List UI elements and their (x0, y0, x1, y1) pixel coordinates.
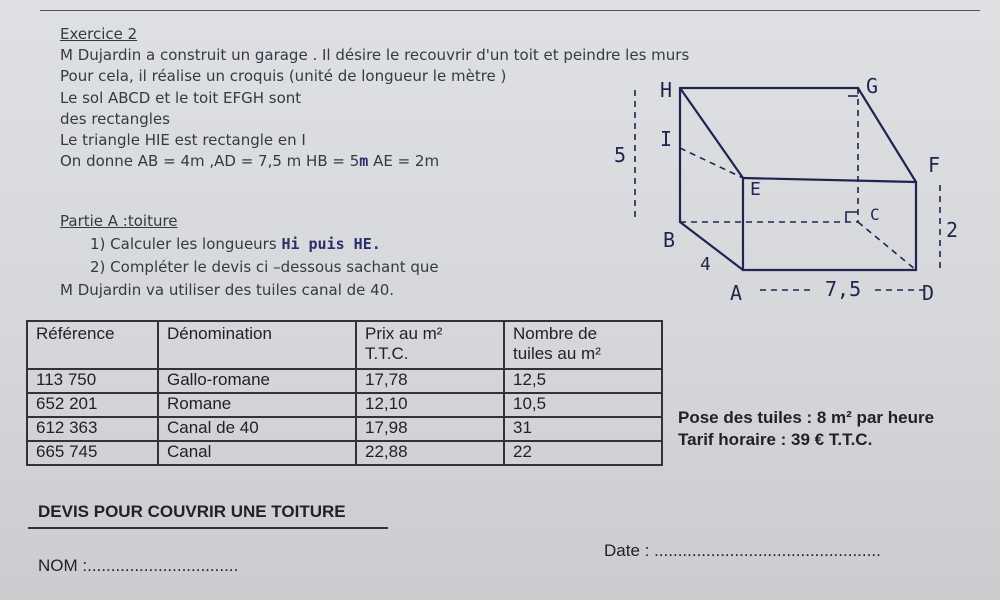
cell-price: 17,98 (356, 417, 504, 441)
table-row (27, 441, 662, 465)
quote-title-underline (28, 527, 388, 529)
cell-denom: Canal (158, 441, 356, 465)
label-e: E (750, 179, 761, 200)
edge-gf (858, 88, 916, 182)
label-i: I (660, 127, 673, 151)
dim-ab: 4 (700, 254, 711, 275)
dim-hb: 5 (614, 143, 627, 167)
statement-line-5: Le triangle HIE est rectangle en I (60, 131, 306, 150)
table-row (27, 417, 662, 441)
garage-sketch (600, 60, 980, 310)
edge-he (680, 88, 743, 178)
label-h: H (660, 78, 673, 102)
header-price: Prix au m² T.T.C. (356, 321, 504, 369)
hidden-edge-cd (858, 222, 916, 270)
cell-ref: 113 750 (27, 369, 158, 393)
question-1: 1) Calculer les longueurs Hi puis HE. (90, 235, 381, 253)
label-b: B (663, 228, 676, 252)
cell-ref: 665 745 (27, 441, 158, 465)
part-a (60, 210, 439, 302)
label-a: A (730, 281, 743, 305)
cell-price: 17,78 (356, 369, 504, 393)
tile-laying-rate: Pose des tuiles : 8 m² par heure (678, 408, 935, 427)
handwritten-unit: m (359, 152, 369, 171)
label-f: F (928, 153, 941, 177)
statement-line-1: M Dujardin a construit un garage . Il désire le recouvrir d'un toit et peindre les murs (60, 46, 690, 65)
hourly-rate: Tarif horaire : 39 € T.T.C. (678, 430, 873, 449)
table-row (27, 393, 662, 417)
cell-price: 12,10 (356, 393, 504, 417)
cell-denom: Gallo-romane (158, 369, 356, 393)
cell-count: 22 (504, 441, 662, 465)
name-field[interactable]: NOM :................................ (38, 556, 239, 575)
question-3: M Dujardin va utiliser des tuiles canal de 40. (60, 281, 395, 299)
question-2: 2) Compléter le devis ci –dessous sachant que (90, 258, 439, 276)
dim-ad: 7,5 (825, 277, 862, 301)
cell-ref: 652 201 (27, 393, 158, 417)
cell-count: 10,5 (504, 393, 662, 417)
edge-ef (743, 178, 916, 182)
statement-line-3: Le sol ABCD et le toit EFGH sont (60, 88, 302, 107)
cell-denom: Canal de 40 (158, 417, 356, 441)
header-tile-count: Nombre de tuiles au m² (504, 321, 662, 369)
handwritten-answer: Hi puis HE. (281, 235, 381, 253)
part-a-heading: Partie A :toiture (60, 212, 178, 230)
quote-title: DEVIS POUR COUVRIR UNE TOITURE (38, 502, 346, 521)
cell-denom: Romane (158, 393, 356, 417)
edge-ba (680, 222, 743, 270)
top-rule (40, 10, 980, 11)
label-c: C (870, 205, 880, 224)
cell-count: 12,5 (504, 369, 662, 393)
cell-ref: 612 363 (27, 417, 158, 441)
right-angle-c (846, 212, 858, 222)
label-g: G (866, 74, 879, 98)
header-reference: Référence (27, 321, 158, 369)
statement-line-6: On donne AB = 4m ,AD = 7,5 m HB = 5m AE = 2m (60, 152, 440, 171)
exercise-title: Exercice 2 (60, 25, 138, 43)
label-d: D (922, 281, 935, 305)
table-header-row (27, 321, 662, 369)
tile-price-table (26, 320, 663, 466)
exercise-statement (60, 24, 689, 172)
statement-line-4: des rectangles (60, 109, 170, 128)
statement-line-2: Pour cela, il réalise un croquis (unité de longueur le mètre ) (60, 67, 507, 86)
cell-price: 22,88 (356, 441, 504, 465)
table-row (27, 369, 662, 393)
header-denomination: Dénomination (158, 321, 356, 369)
cell-count: 31 (504, 417, 662, 441)
date-field[interactable]: Date : ................................................ (604, 541, 881, 560)
dim-ae: 2 (946, 218, 959, 242)
